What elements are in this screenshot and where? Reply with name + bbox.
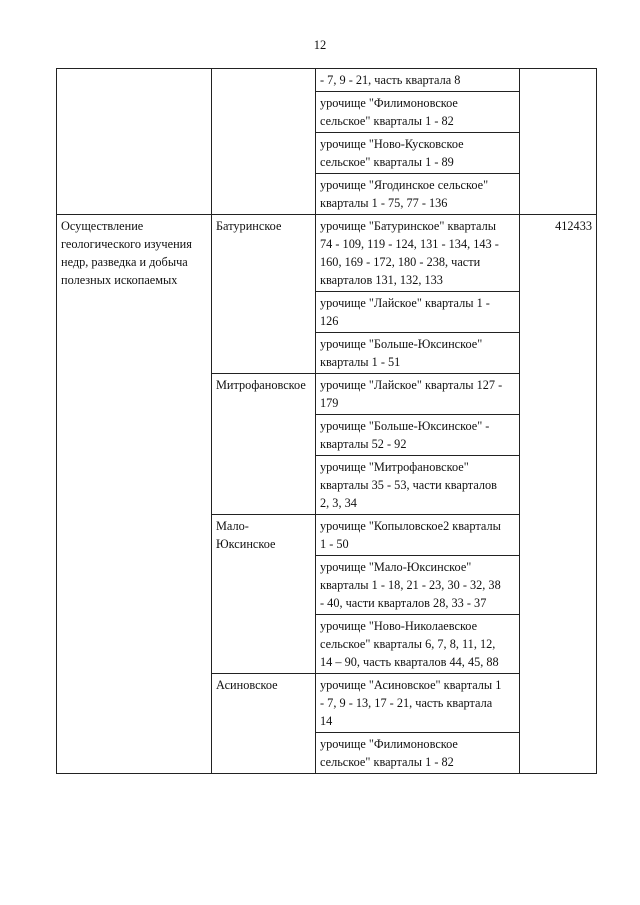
tract-cell: урочище "Лайское" кварталы 1 - 126 [316, 292, 520, 333]
forestry-cell-asinovskoe: Асиновское [212, 674, 316, 774]
area-cell: 412433 [520, 215, 597, 774]
tract-cell: урочище "Батуринское" кварталы 74 - 109, 119 - 124, 131 - 134, 143 - 160, 169 - 172, 180 - 238, части кварталов 131, 132, 133 [316, 215, 520, 292]
tract-cell: урочище "Ново-Кусковское сельское" кварталы 1 - 89 [316, 133, 520, 174]
tract-cell: урочище "Ягодинское сельское" кварталы 1 - 75, 77 - 136 [316, 174, 520, 215]
forestry-cell-mitrofanovskoe: Митрофановское [212, 374, 316, 515]
table-row [57, 69, 597, 92]
activity-cell-empty [57, 69, 212, 215]
page-number: 12 [313, 38, 327, 52]
area-cell-empty [520, 69, 597, 215]
forestry-cell-baturinskoe: Батуринское [212, 215, 316, 374]
tract-cell: урочище "Ново-Николаевское сельское" кварталы 6, 7, 8, 11, 12, 14 – 90, часть кварталов 44, 45, 88 [316, 615, 520, 674]
tract-cell: урочище "Мало-Юксинское" кварталы 1 - 18, 21 - 23, 30 - 32, 38 - 40, части кварталов 28, 33 - 37 [316, 556, 520, 615]
activity-cell: Осуществление геологического изучения недр, разведка и добыча полезных ископаемых [57, 215, 212, 774]
tract-cell: урочище "Митрофановское" кварталы 35 - 53, части кварталов 2, 3, 34 [316, 456, 520, 515]
tract-cell: урочище "Больше-Юксинское" кварталы 1 - 51 [316, 333, 520, 374]
forestry-cell-malo-yuksinskoe: Мало- Юксинское [212, 515, 316, 674]
table-row [57, 215, 597, 292]
tract-cell: урочище "Лайское" кварталы 127 - 179 [316, 374, 520, 415]
tract-cell: - 7, 9 - 21, часть квартала 8 [316, 69, 520, 92]
tract-cell: урочище "Филимоновское сельское" кварталы 1 - 82 [316, 733, 520, 774]
tract-cell: урочище "Асиновское" кварталы 1 - 7, 9 - 13, 17 - 21, часть квартала 14 [316, 674, 520, 733]
forest-tracts-table [56, 68, 597, 774]
tract-cell: урочище "Больше-Юксинское" - кварталы 52 - 92 [316, 415, 520, 456]
tract-cell: урочище "Копыловское2 кварталы 1 - 50 [316, 515, 520, 556]
forestry-cell-empty [212, 69, 316, 215]
tract-cell: урочище "Филимоновское сельское" кварталы 1 - 82 [316, 92, 520, 133]
